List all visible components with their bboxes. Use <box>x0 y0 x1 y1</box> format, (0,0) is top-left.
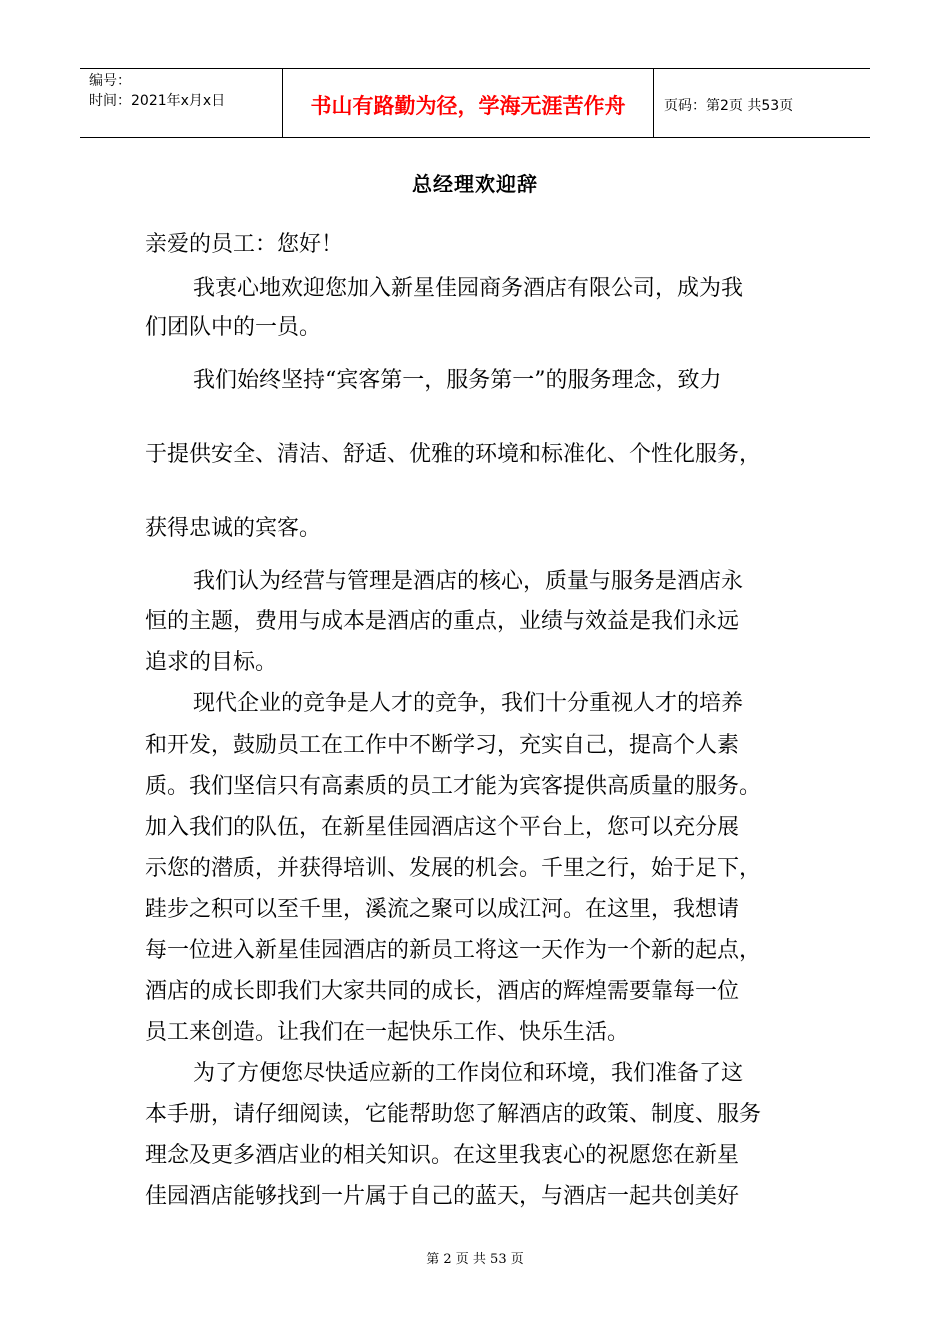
body-line: 理念及更多酒店业的相关知识。在这里我衷心的祝愿您在新星 <box>145 1143 740 1168</box>
body-line: 和开发，鼓励员工在工作中不断学习，充实自己，提高个人素 <box>145 733 740 758</box>
document-number-label: 编号： <box>89 73 131 89</box>
body-line: 我衷心地欢迎您加入新星佳园商务酒店有限公司，成为我 <box>193 276 744 301</box>
body-line: 于提供安全、清洁、舒适、优雅的环境和标准化、个性化服务， <box>145 442 762 467</box>
page-footer: 第 2 页 共 53 页 <box>426 1252 524 1267</box>
body-line: 我们始终坚持“宾客第一，服务第一”的服务理念，致力 <box>193 368 722 393</box>
body-line: 酒店的成长即我们大家共同的成长，酒店的辉煌需要靠每一位 <box>145 979 740 1004</box>
body-line: 本手册，请仔细阅读，它能帮助您了解酒店的政策、制度、服务 <box>145 1102 762 1127</box>
document-time-label: 时间：2021年x月x日 <box>89 93 226 109</box>
body-line: 恒的主题，费用与成本是酒店的重点，业绩与效益是我们永远 <box>145 609 740 634</box>
body-line: 员工来创造。让我们在一起快乐工作、快乐生活。 <box>145 1020 630 1045</box>
document-title: 总经理欢迎辞 <box>412 172 538 196</box>
header-page-info: 页码：第2页 共53页 <box>664 98 794 114</box>
header-motto: 书山有路勤为径，学海无涯苦作舟 <box>282 69 654 137</box>
body-line: 现代企业的竞争是人才的竞争，我们十分重视人才的培养 <box>193 691 744 716</box>
body-line: 获得忠诚的宾客。 <box>145 516 322 541</box>
body-line: 追求的目标。 <box>145 650 278 675</box>
body-line: 跬步之积可以至千里，溪流之聚可以成江河。在这里，我想请 <box>145 897 740 922</box>
body-line: 质。我们坚信只有高素质的员工才能为宾客提供高质量的服务。 <box>145 774 762 799</box>
body-line: 加入我们的队伍，在新星佳园酒店这个平台上，您可以充分展 <box>145 815 740 840</box>
body-line: 为了方便您尽快适应新的工作岗位和环境，我们准备了这 <box>193 1061 744 1086</box>
body-line: 示您的潜质，并获得培训、发展的机会。千里之行，始于足下， <box>145 856 762 881</box>
body-line: 每一位进入新星佳园酒店的新员工将这一天作为一个新的起点， <box>145 938 762 963</box>
page-header <box>80 68 870 138</box>
body-line: 我们认为经营与管理是酒店的核心，质量与服务是酒店永 <box>193 569 744 594</box>
salutation-line: 亲爱的员工：您好！ <box>145 232 344 257</box>
body-line: 佳园酒店能够找到一片属于自己的蓝天，与酒店一起共创美好 <box>145 1184 740 1209</box>
header-meta <box>80 69 282 137</box>
body-line: 们团队中的一员。 <box>145 315 322 340</box>
